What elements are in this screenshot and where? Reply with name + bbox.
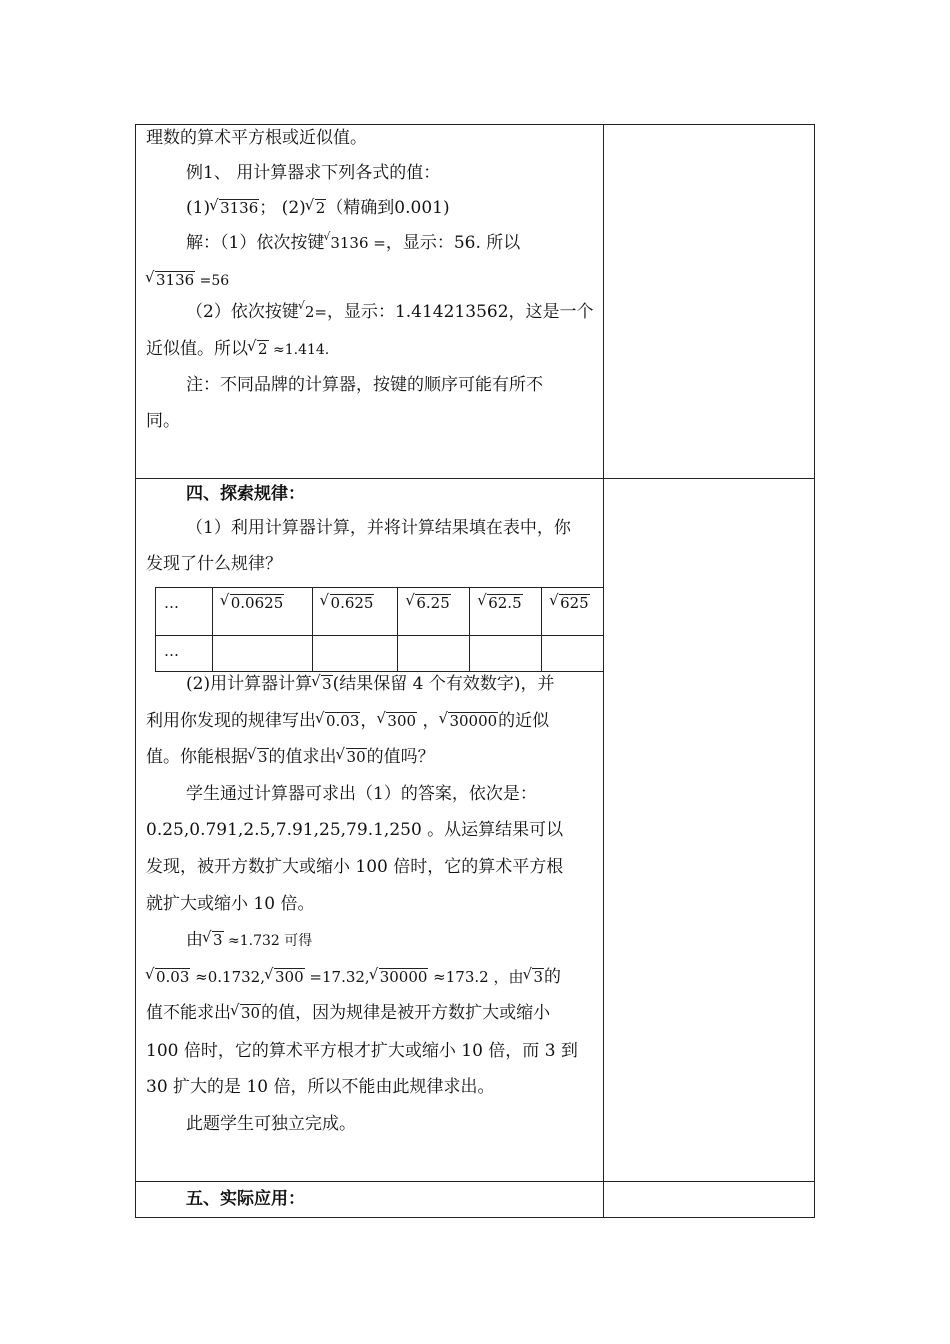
sqrt-expression: √ 3136 [219,199,259,216]
section-heading-application: 五、实际应用： [186,1189,305,1209]
solution-result-1: √ 3136 =56 [146,269,229,292]
question-2-line-3: 值。你能根据√ 3的值求出√ 30的值吗？ [146,746,435,768]
column-divider [603,479,604,1181]
answer-line-3: 发现，被开方数扩大或缩小 100 倍时，它的算术平方根 [146,857,564,877]
column-divider [603,125,604,478]
table-row [156,588,604,636]
example-title: 例1、 用计算器求下列各式的值： [186,163,441,183]
answer-line-7: 值不能求出√ 30的值，因为规律是被开方数扩大或缩小 [146,1002,550,1024]
table-cell-empty [470,636,542,672]
table-header-cell: √ 6.25 [398,588,470,636]
answer-line-9: 30 扩大的是 10 倍，所以不能由此规律求出。 [146,1077,495,1097]
calculator-sqrt-key: √ 3136 = [330,232,386,254]
table-cell-empty [542,636,604,672]
note-line: 注：不同品牌的计算器，按键的顺序可能有所不 [186,375,543,395]
sqrt-expression: √ 2 [315,199,327,216]
question-2-line-2: 利用你发现的规律写出√ 0.03，√ 300 ，√ 30000的近似 [146,710,549,732]
question-1-line-1: （1）利用计算器计算，并将计算结果填在表中，你 [186,518,571,538]
sqrt-expression: √ 300 [386,712,417,729]
example-items: (1)√ 3136； (2)√ 2（精确到0.001) [186,197,450,219]
sqrt-expression: √ 30 [240,1004,261,1021]
sqrt-expression: √ 3136 [155,271,195,288]
sqrt-expression: √ 30000 [379,968,429,985]
table-cell-empty [312,636,398,672]
sqrt-expression: √ 3 [257,748,269,765]
sqrt-expression: √ 3 [532,968,544,985]
answer-line-4: 就扩大或缩小 10 倍。 [146,894,315,914]
column-divider [603,1182,604,1217]
section-heading-explore: 四、探索规律： [186,484,305,504]
solution-line-1: 解：（1）依次按键√ 3136 =，显示：56. 所以 [186,232,520,254]
sqrt-expression: √ 0.03 [325,712,360,729]
answer-line-8: 100 倍时，它的算术平方根才扩大或缩小 10 倍，而 3 到 [146,1041,578,1061]
table-cell-empty [212,636,312,672]
answer-line-2: 0.25,0.791,2.5,7.91,25,79.1,250 。从运算结果可以 [146,820,564,840]
table-header-cell: √ 0.625 [312,588,398,636]
question-2-line-1: (2)用计算器计算√ 3(结果保留 4 个有效数字)，并 [186,673,555,695]
calculator-sqrt-key: √ 2= [305,301,327,323]
sqrt-expression: √ 2 [257,340,269,357]
table-cell-ellipsis: … [156,636,213,672]
sqrt-results-table [155,587,604,672]
table-header-cell: √ 625 [542,588,604,636]
sqrt-expression: √ 30 [346,748,367,765]
lesson-row-2 [135,478,815,1182]
sqrt-expression: √ 3 [321,675,333,692]
sqrt-expression: √ 0.03 [155,968,190,985]
note-line-end: 同。 [146,411,180,431]
table-header-cell: √ 0.0625 [212,588,312,636]
sqrt-expression: √ 30000 [448,712,498,729]
answer-line-10: 此题学生可独立完成。 [186,1114,356,1134]
text-line: 理数的算术平方根或近似值。 [146,128,367,148]
answer-line-5: 由√ 3 ≈1.732 可得 [186,929,312,952]
answer-line-1: 学生通过计算器可求出（1）的答案，依次是： [186,784,537,804]
sqrt-expression: √ 300 [274,968,305,985]
table-row [156,636,604,672]
sqrt-expression: √ 3 [212,931,224,948]
solution-line-2: （2）依次按键√ 2=，显示：1.414213562，这是一个 [186,301,594,323]
table-header-cell: √ 62.5 [470,588,542,636]
lesson-row-1 [135,124,815,479]
answer-line-6: √ 0.03 ≈0.1732,√ 300 =17.32,√ 30000 ≈173.2 ，由√ 3的 [146,966,561,988]
lesson-row-3 [135,1181,815,1218]
table-cell-empty [398,636,470,672]
solution-result-2: 近似值。所以√ 2 ≈1.414. [146,338,329,361]
table-cell-ellipsis: … [156,588,213,636]
question-1-line-2: 发现了什么规律？ [146,554,282,574]
